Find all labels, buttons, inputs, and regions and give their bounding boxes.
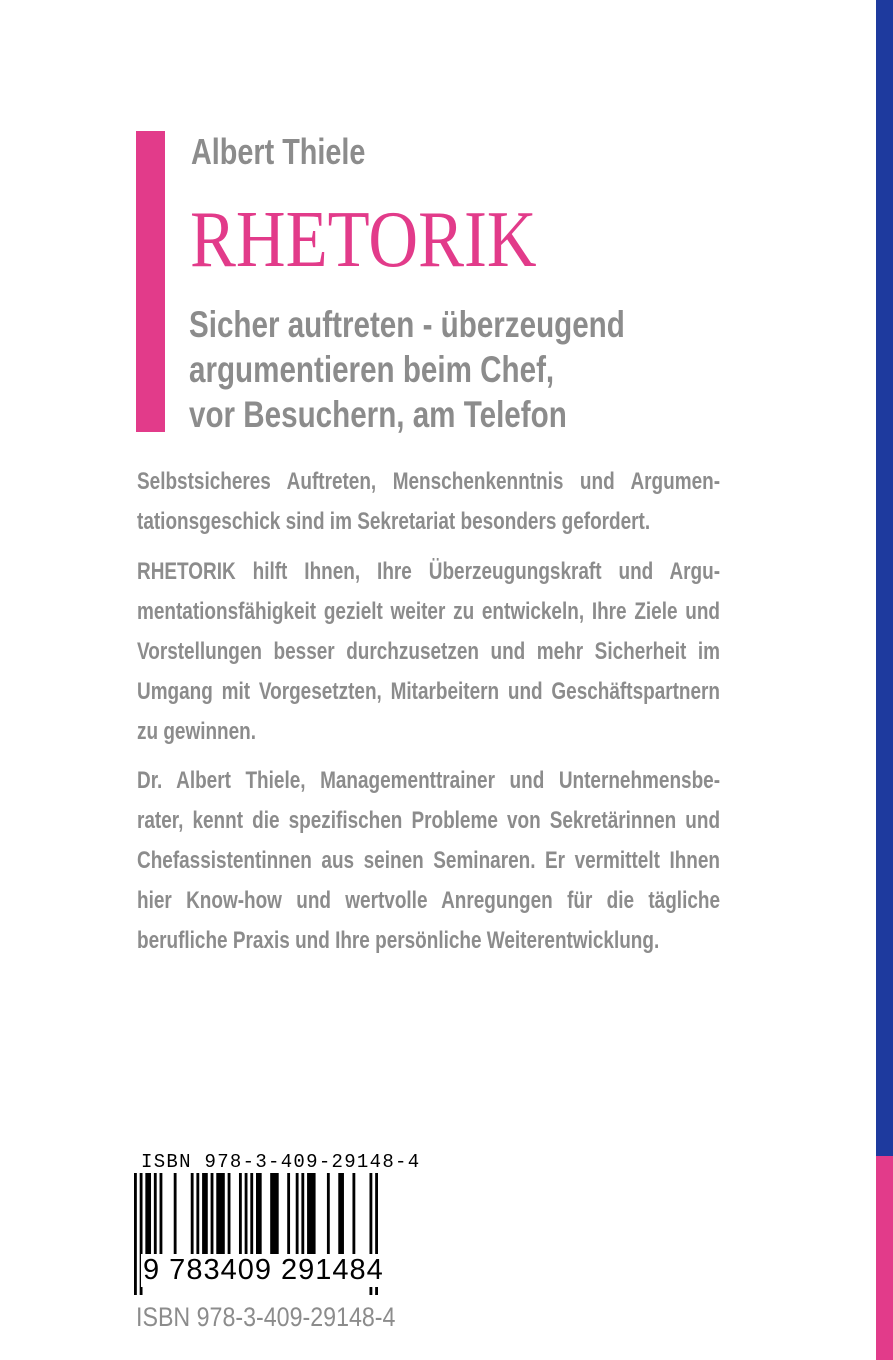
subtitle-line: vor Besuchern, am Telefon (189, 394, 567, 435)
blurb-line: rater, kennt die spezifischen Probleme von Sekretärinnen und (137, 807, 721, 834)
blurb-paragraph-3 (137, 761, 720, 961)
isbn-text: ISBN 978-3-409-29148-4 (136, 1302, 396, 1332)
blurb-line: zu gewinnen. (137, 718, 257, 745)
subtitle (189, 302, 625, 437)
author-name: Albert Thiele (191, 131, 366, 172)
blurb-paragraph-1 (137, 462, 720, 542)
blurb-line: Vorstellungen besser durchzusetzen und mehr Sicherheit im (137, 638, 721, 665)
barcode-number: 9 783409 291484 (143, 1254, 384, 1286)
blurb-line: mentationsfähigkeit gezielt weiter zu entwickeln, Ihre Ziele und (137, 598, 721, 625)
book-title: RHETORIK (190, 196, 537, 284)
blurb-line: Umgang mit Vorgesetzten, Mitarbeitern und Geschäftspartnern (137, 678, 721, 705)
accent-bar (136, 131, 165, 432)
subtitle-line: argumentieren beim Chef, (189, 349, 555, 390)
spine-stripe-pink (876, 1156, 893, 1360)
blurb-line: RHETORIK hilft Ihnen, Ihre Überzeugungskraft und Argu- (137, 558, 721, 585)
blurb-line: berufliche Praxis und Ihre persönliche Weiterentwicklung. (137, 927, 660, 954)
barcode-bar (134, 1173, 137, 1295)
blurb-line: Selbstsicheres Auftreten, Menschenkenntnis und Argumen- (137, 468, 721, 495)
subtitle-line: Sicher auftreten - überzeugend (189, 304, 625, 345)
blurb-line: tationsgeschick sind im Sekretariat besonders gefordert. (137, 508, 651, 535)
blurb-line: hier Know-how und wertvolle Anregungen für die tägliche (137, 887, 721, 914)
barcode-isbn-label: ISBN 978-3-409-29148-4 (141, 1151, 421, 1173)
blurb-line: Dr. Albert Thiele, Managementtrainer und Unternehmensbe- (137, 767, 721, 794)
blurb-paragraph-2 (137, 552, 720, 752)
blurb-line: Chefassistentinnen aus seinen Seminaren. Er vermittelt Ihnen (137, 847, 721, 874)
